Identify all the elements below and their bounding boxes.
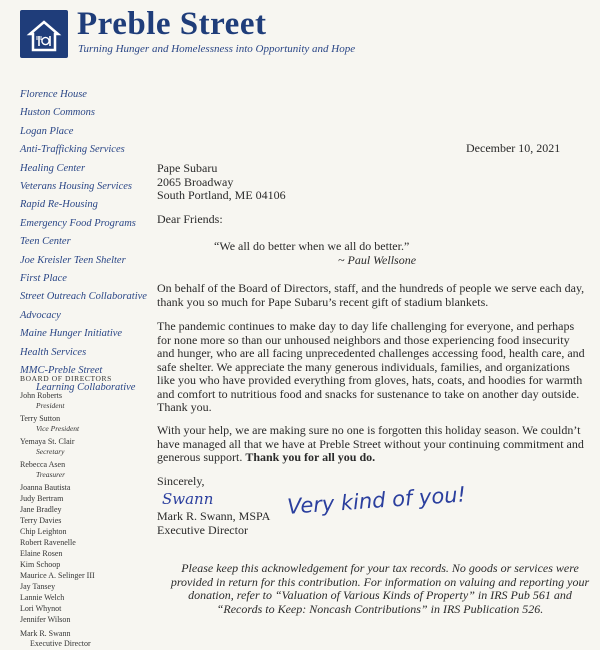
program-item: Advocacy — [20, 309, 61, 321]
letter-date: December 10, 2021 — [466, 141, 561, 155]
board-member — [20, 413, 140, 434]
tax-acknowledgement-note: Please keep this acknowledgement for your tax records. No goods or services were provided in return for this contribution. For information on valuing and reporting your donation, refer to “Valuation of Various Kinds of Property” in IRS Pub 561 and “Records to Keep: Noncash Contributions” in IRS Publication 526. — [170, 561, 590, 616]
letter-signer — [157, 510, 270, 537]
board-member: Terry Davies — [20, 516, 62, 525]
quote: “We all do better when we all do better.” — [214, 239, 410, 253]
program-item: Rapid Re-Housing — [20, 199, 98, 211]
sidebar-signer-title: Executive Director — [30, 639, 91, 648]
program-item: Street Outreach Collaborative — [20, 291, 147, 303]
paragraph-thanks: On behalf of the Board of Directors, staff, and the hundreds of people we serve each day, thank you so much for Pape Subaru’s recent gift of stadium blankets. — [157, 281, 585, 309]
board-member: Chip Leighton — [20, 527, 67, 536]
sidebar-signer — [20, 629, 91, 649]
board-member — [20, 390, 140, 411]
board-member: Kim Schoop — [20, 560, 61, 569]
board-member: Elaine Rosen — [20, 549, 63, 558]
paragraph-pandemic: The pandemic continues to make day to day life challenging for everyone, and perhaps for none more so than our unhoused neighbors and those experiencing food insecurity and hunger, who are all facing unprecedented challenges accessing food, health care, and safe shelter. We appreciate the many generous individuals, families, and organizations like you who have provided everything from gloves, hats, coats, and hoodies for warmth and comfort to nutritious food and snacks for sustenance to take on another day outside. Thank you. — [157, 319, 585, 414]
letter-signer-title: Executive Director — [157, 522, 248, 537]
address-line: 2065 Broadway — [157, 174, 234, 189]
board-member: Jennifer Wilson — [20, 615, 71, 624]
quote-author: ~ Paul Wellsone — [338, 253, 417, 267]
signature-text: Swann — [162, 490, 214, 508]
letter-signer-name: Mark R. Swann, MSPA — [157, 509, 271, 523]
program-item: Huston Commons — [20, 107, 95, 119]
board-member: Maurice A. Selinger III — [20, 571, 95, 580]
board-member: Lori Whynot — [20, 604, 62, 613]
handwritten-note-text: Very kind of you! — [286, 482, 467, 519]
program-item-line1: MMC-Preble Street — [20, 365, 103, 377]
board-list — [20, 390, 140, 625]
board-member: Robert Ravenelle — [20, 538, 76, 547]
board-member: Judy Bertram — [20, 494, 64, 503]
board-member-name: Yemaya St. Clair — [20, 437, 75, 446]
board-member-role: President — [36, 401, 65, 410]
paragraph-holiday — [157, 424, 587, 465]
board-member-name: John Roberts — [20, 391, 62, 400]
board-member: Jay Tansey — [20, 582, 56, 591]
organization-name: Preble Street — [77, 6, 267, 42]
board-member-name: Terry Sutton — [20, 414, 61, 423]
program-item: First Place — [20, 273, 67, 285]
address-line: Pape Subaru — [157, 161, 218, 175]
programs-list — [20, 86, 155, 394]
board-member-role: Treasurer — [36, 470, 66, 479]
house-dining-icon — [20, 10, 68, 58]
board-member: Jane Bradley — [20, 505, 62, 514]
board-member: Lannie Welch — [20, 593, 65, 602]
program-item: Emergency Food Programs — [20, 217, 136, 229]
program-item: Teen Center — [20, 236, 71, 248]
board-member — [20, 436, 140, 457]
handwritten-note — [285, 480, 485, 520]
program-item: Veterans Housing Services — [20, 181, 132, 193]
program-item: Florence House — [20, 89, 87, 100]
tagline: Turning Hunger and Homelessness into Opportunity and Hope — [78, 43, 356, 55]
board-member: Joanna Bautista — [20, 483, 71, 492]
recipient-address — [157, 162, 286, 203]
program-item: Joe Kreisler Teen Shelter — [20, 254, 126, 266]
board-heading: BOARD OF DIRECTORS — [20, 374, 112, 383]
closing: Sincerely, — [157, 474, 205, 488]
address-line: South Portland, ME 04106 — [157, 188, 286, 202]
board-member-role: Vice President — [36, 424, 80, 433]
board-member-role: Secretary — [36, 447, 65, 456]
program-item: Anti-Trafficking Services — [20, 144, 125, 156]
program-item: Logan Place — [20, 125, 74, 137]
program-item-line2: Learning Collaborative — [36, 381, 136, 393]
board-member — [20, 459, 140, 480]
program-item: Healing Center — [20, 162, 86, 174]
sidebar-signer-name: Mark R. Swann — [20, 629, 71, 638]
program-item: Health Services — [20, 346, 87, 358]
program-item: Maine Hunger Initiative — [20, 328, 123, 340]
greeting: Dear Friends: — [157, 212, 223, 226]
paragraph-holiday-text: With your help, we are making sure no one is forgotten this holiday season. We couldn’t have managed all that we have at Preble Street without your continuing commitment and generous support. — [157, 423, 584, 464]
board-member-name: Rebecca Asen — [20, 460, 66, 469]
paragraph-holiday-bold: Thank you for all you do. — [245, 450, 376, 464]
signature-handwritten — [160, 484, 240, 512]
